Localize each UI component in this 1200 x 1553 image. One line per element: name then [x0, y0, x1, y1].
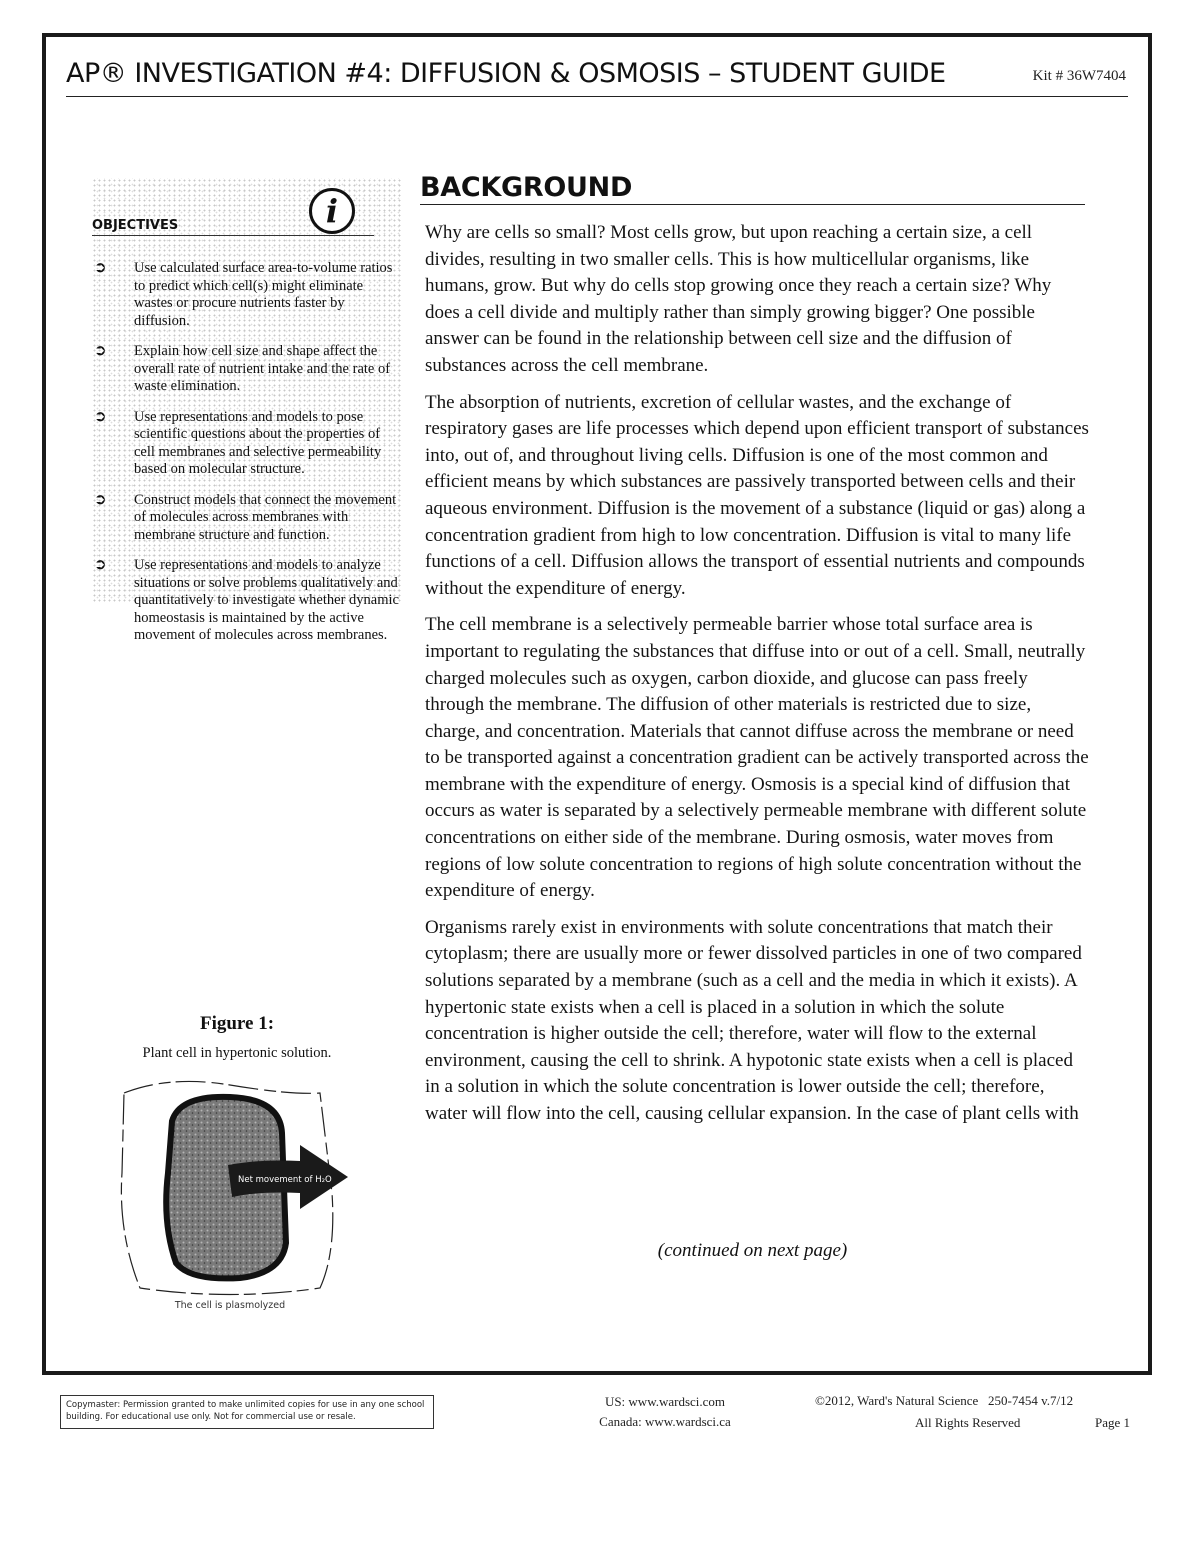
canada-url[interactable]: Canada: www.wardsci.ca: [599, 1414, 731, 1429]
objective-item: [92, 343, 402, 396]
company: ©2012, Ward's Natural Science: [815, 1393, 979, 1408]
page-header: [66, 56, 1128, 97]
objectives-list: [92, 260, 402, 658]
plasmolyzed-cell-diagram: [110, 1073, 350, 1303]
page-title: AP® INVESTIGATION #4: DIFFUSION & OSMOSIS – STUDENT GUIDE: [66, 58, 946, 89]
info-icon: i: [309, 188, 355, 234]
objective-text: Explain how cell size and shape affect the overall rate of nutrient intake and the rate of waste elimination.: [134, 343, 391, 394]
arrow-bullet-icon: ➲: [94, 258, 107, 276]
objective-item: [92, 406, 402, 479]
arrow-bullet-icon: ➲: [94, 489, 107, 508]
objective-text: Use representations and models to analyze situations or solve problems qualitatively and quantitatively to investigate whether dynamic homeostasis is maintained by the active movement of molecules across membranes.: [134, 557, 399, 643]
paragraph: The cell membrane is a selectively permeable barrier whose total surface area is important to regulating the substances that diffuse into or out of a cell. Small, neutrally charged molecules such as oxygen, carbon dioxide, and glucose can pass freely through the membrane. The diffusion of other materials is restricted due to size, charge, and concentration. Materials that cannot diffuse across the membrane or need to be transported against a concentration gradient can be actively transported across the membrane with the expenditure of energy. Osmosis is a special kind of diffusion that occurs as water is separated by a selectively permeable membrane with different solute concentrations on either side of the membrane. During osmosis, water moves from regions of low solute concentration to regions of high solute concentration without the expenditure of energy.: [425, 614, 1089, 902]
catalog-number: 250-7454 v.7/12: [988, 1393, 1074, 1408]
arrow-bullet-icon: ➲: [94, 406, 107, 425]
rights: All Rights Reserved: [915, 1415, 1021, 1430]
objective-item: [92, 489, 402, 545]
us-url[interactable]: US: www.wardsci.com: [604, 1394, 726, 1409]
footer-rights-line: [815, 1412, 1155, 1434]
footer-company-line: [815, 1390, 1155, 1412]
footer-right: [815, 1390, 1155, 1434]
objective-text: Use representations and models to pose scientific questions about the properties of cell membranes and selective permeability based on molecular structure.: [134, 408, 382, 477]
objectives-heading: OBJECTIVES: [92, 218, 374, 236]
arrow-bullet-icon: ➲: [94, 341, 107, 359]
continued-note: (continued on next page): [657, 1240, 848, 1261]
kit-number: Kit # 36W7404: [1032, 68, 1126, 84]
figure-title: Figure 1:: [199, 1013, 275, 1034]
objective-item: [92, 557, 402, 645]
objective-text: Construct models that connect the movement of molecules across membranes with membrane structure and function.: [134, 491, 397, 543]
background-body: [425, 220, 1090, 1138]
page-number: Page 1: [1094, 1415, 1130, 1430]
footer-urls: [565, 1392, 765, 1432]
objective-item: [92, 260, 402, 330]
paragraph: Organisms rarely exist in environments with solute concentrations that match their cytoplasm; there are usually more or fewer dissolved particles in one of two compared solutions separated by a membrane (such as a cell and the media in which it exists). A hypertonic state exists when a cell is placed in a solution in which the solute concentration is higher outside the cell; therefore, water will flow to the external environment, causing the cell to shrink. A hypotonic state exists when a cell is placed in a solution in which the solute concentration is lower outside the cell; therefore, water will flow into the cell, causing cellular expansion. In the case of plant cells with: [425, 916, 1082, 1124]
arrow-label: Net movement of H₂O: [238, 1175, 332, 1185]
figure-bottom-label: The cell is plasmolyzed: [174, 1300, 286, 1311]
background-heading: BACKGROUND: [420, 172, 1085, 205]
paragraph: Why are cells so small? Most cells grow, but upon reaching a certain size, a cell divides, resulting in two smaller cells. This is how multicellular organisms, like humans, grow. But why do cells stop growing once they reach a certain size? Why does a cell divide and multiply rather than simply growing bigger? One possible answer can be found in the relationship between cell size and the diffusion of substances across the cell membrane.: [425, 222, 1052, 376]
footer-copyright: Copymaster: Permission granted to make unlimited copies for use in any one school building. For educational use only. Not for commercial use or resale.: [60, 1395, 434, 1429]
paragraph: The absorption of nutrients, excretion of cellular wastes, and the exchange of respiratory gases are life processes which depend upon efficient transport of substances into, out of, and throughout living cells. Diffusion is one of the most common and efficient means by which substances are passively transported between cells and their aqueous environment. Diffusion is the movement of a substance (liquid or gas) along a concentration gradient from high to low concentration. Diffusion is vital to many life functions of a cell. Diffusion allows the transport of essential nutrients and compounds without the expenditure of energy.: [425, 391, 1089, 599]
objectives-box: [92, 178, 402, 643]
objective-text: Use calculated surface area-to-volume ratios to predict which cell(s) might eliminate wastes or procure nutrients faster by diffusion.: [134, 260, 393, 329]
figure-caption: Plant cell in hypertonic solution.: [142, 1045, 332, 1061]
arrow-bullet-icon: ➲: [94, 555, 107, 573]
